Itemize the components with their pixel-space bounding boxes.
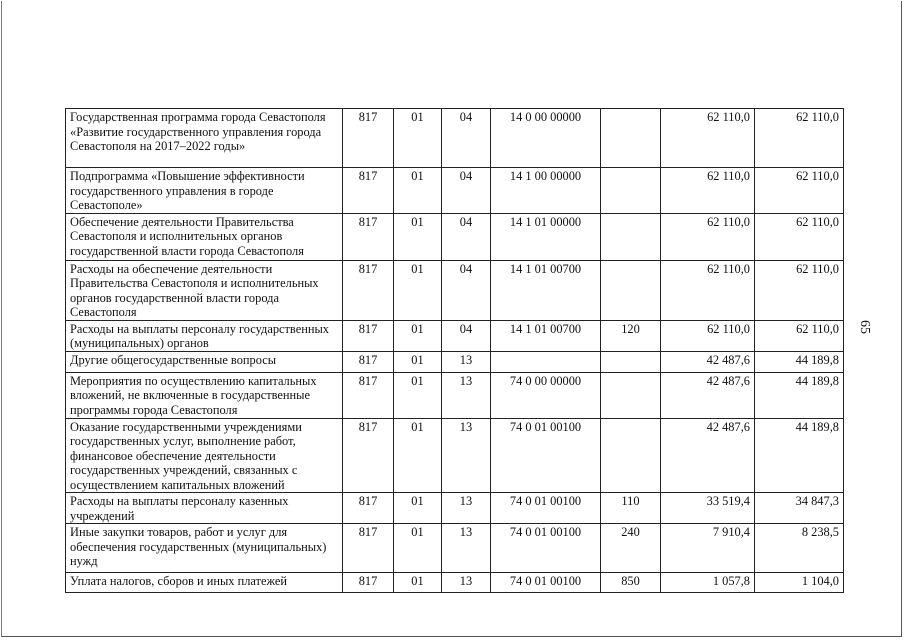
ved-code: 817 xyxy=(343,320,394,351)
amount-year-2: 44 189,8 xyxy=(755,351,844,372)
amount-year-2: 62 110,0 xyxy=(755,168,844,214)
subsection-code: 13 xyxy=(442,524,491,573)
row-name: Другие общегосударственные вопросы xyxy=(66,351,343,372)
expense-type-code: 850 xyxy=(601,573,661,593)
ved-code: 817 xyxy=(343,418,394,493)
table-row xyxy=(66,213,844,260)
table-body xyxy=(66,109,844,593)
section-code: 01 xyxy=(394,109,442,168)
ved-code: 817 xyxy=(343,351,394,372)
subsection-code: 04 xyxy=(442,109,491,168)
table-row xyxy=(66,168,844,214)
expense-type-code: 110 xyxy=(601,493,661,524)
expense-type-code xyxy=(601,260,661,320)
row-name: Иные закупки товаров, работ и услуг для обеспечения государственных (муниципальных) нужд xyxy=(66,524,343,573)
amount-year-2: 62 110,0 xyxy=(755,260,844,320)
target-article-code: 14 1 01 00000 xyxy=(491,213,601,260)
section-code: 01 xyxy=(394,260,442,320)
ved-code: 817 xyxy=(343,524,394,573)
ved-code: 817 xyxy=(343,213,394,260)
expense-type-code: 240 xyxy=(601,524,661,573)
ved-code: 817 xyxy=(343,372,394,418)
budget-table xyxy=(65,108,844,593)
section-code: 01 xyxy=(394,372,442,418)
subsection-code: 04 xyxy=(442,213,491,260)
section-code: 01 xyxy=(394,351,442,372)
target-article-code: 14 1 01 00700 xyxy=(491,260,601,320)
amount-year-1: 62 110,0 xyxy=(661,109,755,168)
expense-type-code: 120 xyxy=(601,320,661,351)
target-article-code: 14 1 01 00700 xyxy=(491,320,601,351)
table-row xyxy=(66,351,844,372)
table-row xyxy=(66,109,844,168)
table-row xyxy=(66,573,844,593)
target-article-code: 14 0 00 00000 xyxy=(491,109,601,168)
section-code: 01 xyxy=(394,168,442,214)
subsection-code: 13 xyxy=(442,351,491,372)
page-number: 65 xyxy=(857,320,872,334)
row-name: Расходы на выплаты персоналу казенных учреждений xyxy=(66,493,343,524)
ved-code: 817 xyxy=(343,573,394,593)
row-name: Расходы на выплаты персоналу государственных (муниципальных) органов xyxy=(66,320,343,351)
amount-year-1: 62 110,0 xyxy=(661,213,755,260)
row-name: Государственная программа города Севастополя «Развитие государственного управления города Севастополя на 2017–2022 годы» xyxy=(66,109,343,168)
row-name: Подпрограмма «Повышение эффективности государственного управления в городе Севастополе» xyxy=(66,168,343,214)
subsection-code: 04 xyxy=(442,260,491,320)
section-code: 01 xyxy=(394,418,442,493)
row-name: Оказание государственными учреждениями государственных услуг, выполнение работ, финансовое обеспечение деятельности государственных учреждений, связанных с осуществлением капитальных вложений xyxy=(66,418,343,493)
table-row xyxy=(66,524,844,573)
expense-type-code xyxy=(601,213,661,260)
amount-year-2: 44 189,8 xyxy=(755,372,844,418)
amount-year-1: 33 519,4 xyxy=(661,493,755,524)
section-code: 01 xyxy=(394,320,442,351)
amount-year-1: 62 110,0 xyxy=(661,320,755,351)
amount-year-2: 62 110,0 xyxy=(755,320,844,351)
amount-year-1: 7 910,4 xyxy=(661,524,755,573)
subsection-code: 04 xyxy=(442,320,491,351)
target-article-code: 74 0 00 00000 xyxy=(491,372,601,418)
amount-year-1: 42 487,6 xyxy=(661,418,755,493)
table-row xyxy=(66,372,844,418)
target-article-code: 74 0 01 00100 xyxy=(491,524,601,573)
subsection-code: 13 xyxy=(442,372,491,418)
section-code: 01 xyxy=(394,493,442,524)
table-row xyxy=(66,260,844,320)
amount-year-2: 8 238,5 xyxy=(755,524,844,573)
subsection-code: 13 xyxy=(442,418,491,493)
amount-year-2: 1 104,0 xyxy=(755,573,844,593)
table-row xyxy=(66,320,844,351)
subsection-code: 04 xyxy=(442,168,491,214)
ved-code: 817 xyxy=(343,168,394,214)
subsection-code: 13 xyxy=(442,493,491,524)
amount-year-1: 62 110,0 xyxy=(661,260,755,320)
expense-type-code xyxy=(601,351,661,372)
table-row xyxy=(66,493,844,524)
row-name: Обеспечение деятельности Правительства Севастополя и исполнительных органов государственной власти города Севастополя xyxy=(66,213,343,260)
target-article-code xyxy=(491,351,601,372)
ved-code: 817 xyxy=(343,260,394,320)
section-code: 01 xyxy=(394,573,442,593)
amount-year-2: 62 110,0 xyxy=(755,109,844,168)
amount-year-1: 42 487,6 xyxy=(661,351,755,372)
ved-code: 817 xyxy=(343,109,394,168)
target-article-code: 14 1 00 00000 xyxy=(491,168,601,214)
amount-year-2: 44 189,8 xyxy=(755,418,844,493)
amount-year-1: 42 487,6 xyxy=(661,372,755,418)
table-row xyxy=(66,418,844,493)
ved-code: 817 xyxy=(343,493,394,524)
row-name: Мероприятия по осуществлению капитальных вложений, не включенные в государственные программы города Севастополя xyxy=(66,372,343,418)
amount-year-1: 1 057,8 xyxy=(661,573,755,593)
expense-type-code xyxy=(601,168,661,214)
row-name: Уплата налогов, сборов и иных платежей xyxy=(66,573,343,593)
amount-year-1: 62 110,0 xyxy=(661,168,755,214)
expense-type-code xyxy=(601,109,661,168)
amount-year-2: 62 110,0 xyxy=(755,213,844,260)
expense-type-code xyxy=(601,372,661,418)
expense-type-code xyxy=(601,418,661,493)
target-article-code: 74 0 01 00100 xyxy=(491,573,601,593)
row-name: Расходы на обеспечение деятельности Правительства Севастополя и исполнительных органов государственной власти города Севастополя xyxy=(66,260,343,320)
subsection-code: 13 xyxy=(442,573,491,593)
target-article-code: 74 0 01 00100 xyxy=(491,493,601,524)
section-code: 01 xyxy=(394,213,442,260)
amount-year-2: 34 847,3 xyxy=(755,493,844,524)
target-article-code: 74 0 01 00100 xyxy=(491,418,601,493)
section-code: 01 xyxy=(394,524,442,573)
